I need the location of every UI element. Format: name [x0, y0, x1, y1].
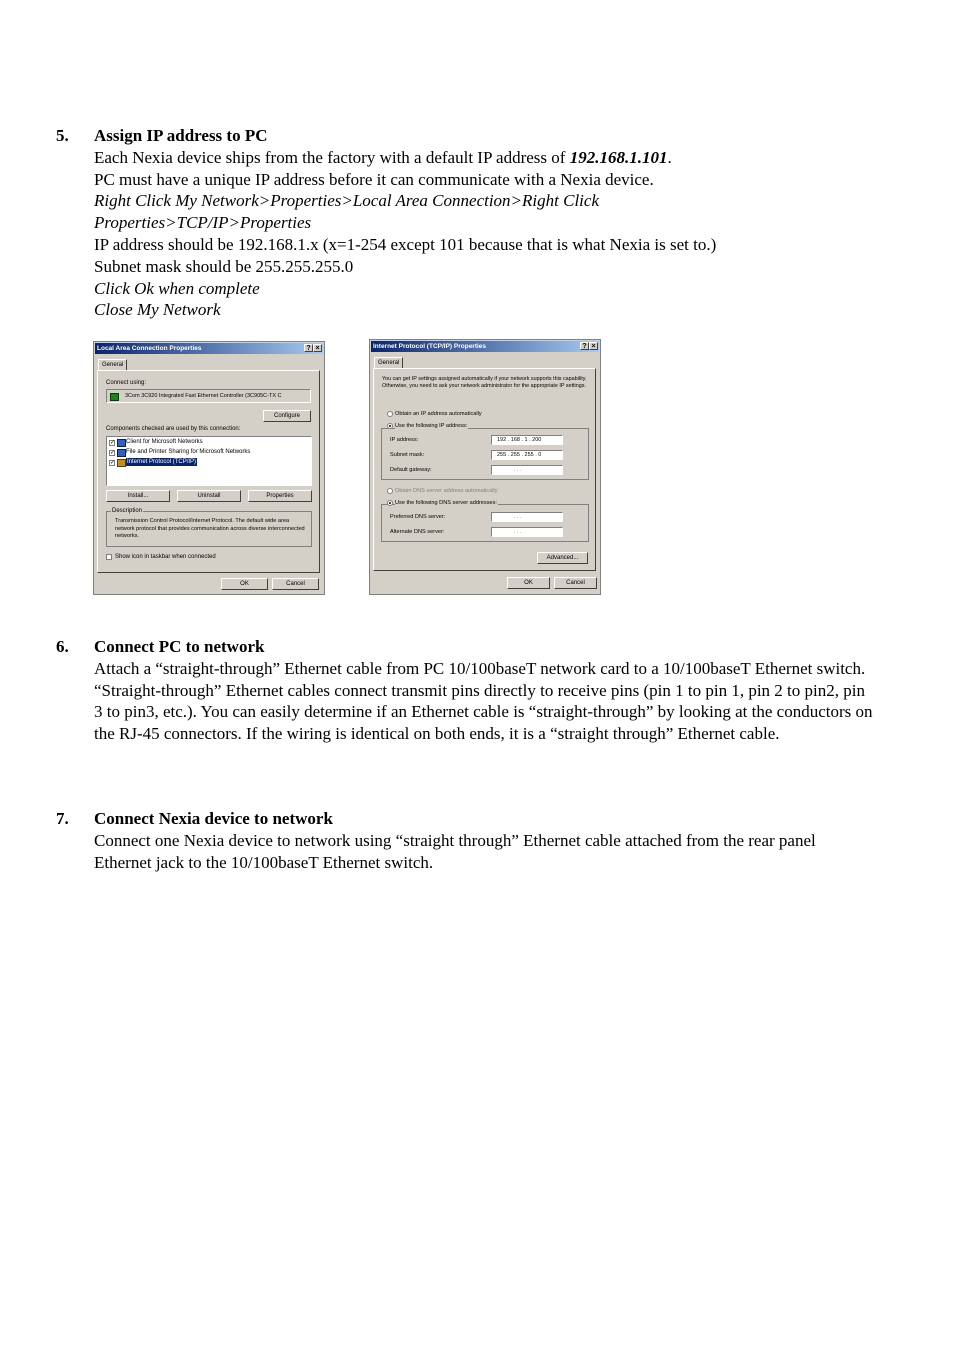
- step-number: 7.: [56, 809, 69, 828]
- obtain-ip-radio[interactable]: [387, 411, 393, 417]
- subnet-mask-field[interactable]: 255 . 255 . 255 . 0: [491, 450, 563, 460]
- preferred-dns-label: Preferred DNS server:: [390, 514, 446, 520]
- subnet-mask-label: Subnet mask:: [390, 452, 425, 458]
- alternate-dns-field[interactable]: . . .: [491, 527, 563, 537]
- step-instruction: Properties>TCP/IP>Properties: [94, 213, 312, 233]
- step-instruction: Right Click My Network>Properties>Local Area Connection>Right Click: [94, 191, 599, 211]
- step-body: [94, 636, 874, 745]
- step-text-line: IP address should be 192.168.1.x (x=1-254 except 101 because that is what Nexia is set to.): [94, 234, 717, 254]
- step-heading: Connect PC to network: [94, 637, 265, 656]
- step-paragraph: Attach a “straight-through” Ethernet cable from PC 10/100baseT network card to a 10/100baseT Ethernet switch. “Straight-through” Ethernet cables connect transmit pins directly to receive pins (pin 1 to pin 1, pin 2 to pin2, pin 3 to pin3, etc.). You can easily determine if an Ethernet cable is “straight-through” by looking at the conductors on the RJ-45 connectors. If the wiring is identical on both ends, it is a “straight through” Ethernet cable.: [94, 658, 873, 744]
- component-checkbox[interactable]: ✓: [110, 460, 116, 466]
- step-heading: Connect Nexia device to network: [94, 809, 333, 828]
- step-heading: Assign IP address to PC: [94, 126, 268, 145]
- default-ip: 192.168.1.101: [569, 147, 668, 167]
- gateway-label: Default gateway:: [390, 467, 432, 473]
- lan-properties-dialog: [93, 341, 325, 595]
- help-icon[interactable]: ?: [304, 344, 313, 352]
- preferred-dns-field[interactable]: . . .: [491, 512, 563, 522]
- gateway-field[interactable]: . . .: [491, 465, 563, 475]
- step-instruction: Close My Network: [94, 300, 221, 320]
- network-card-icon: [110, 393, 119, 401]
- step-number: 5.: [56, 126, 69, 145]
- step-text-line: Subnet mask should be 255.255.255.0: [94, 256, 354, 276]
- step-text-line: [94, 147, 884, 169]
- client-icon: [117, 439, 126, 447]
- components-label: Components checked are used by this connection:: [106, 426, 241, 432]
- dialog-title: Internet Protocol (TCP/IP) Properties: [373, 343, 487, 350]
- step-number: 6.: [56, 637, 69, 656]
- uninstall-button[interactable]: Uninstall: [177, 490, 241, 502]
- component-item-selected[interactable]: Internet Protocol (TCP/IP): [127, 459, 197, 465]
- step-instruction: Click Ok when complete: [94, 278, 260, 298]
- dialog-title: Local Area Connection Properties: [97, 345, 202, 352]
- description-group: [106, 508, 312, 547]
- step-body: [94, 125, 884, 321]
- properties-button[interactable]: Properties: [248, 490, 312, 502]
- cancel-button[interactable]: Cancel: [272, 578, 319, 590]
- close-icon[interactable]: ×: [313, 344, 322, 352]
- step-text-line: PC must have a unique IP address before it can communicate with a Nexia device.: [94, 169, 654, 189]
- text-fragment: .: [667, 147, 672, 167]
- connect-using-label: Connect using:: [106, 380, 147, 386]
- use-ip-radio[interactable]: [387, 423, 393, 429]
- component-checkbox[interactable]: ✓: [110, 450, 116, 456]
- use-dns-radio[interactable]: [387, 500, 393, 506]
- step-body: [94, 808, 854, 873]
- components-list[interactable]: [106, 436, 312, 486]
- cancel-button[interactable]: Cancel: [554, 577, 597, 589]
- obtain-dns-label: Obtain DNS server address automatically: [395, 488, 498, 494]
- adapter-name: 3Com 3C920 Integrated Fast Ethernet Controller (3C905C-TX C: [125, 393, 282, 399]
- use-ip-label: Use the following IP address:: [395, 423, 468, 429]
- ok-button[interactable]: OK: [507, 577, 550, 589]
- component-checkbox[interactable]: ✓: [110, 440, 116, 446]
- use-dns-label: Use the following DNS server addresses:: [395, 500, 497, 506]
- ip-address-field[interactable]: 192 . 168 . 1 . 200: [491, 435, 563, 445]
- component-item[interactable]: Client for Microsoft Networks: [126, 439, 203, 445]
- tcpip-properties-dialog: [369, 339, 601, 595]
- ok-button[interactable]: OK: [221, 578, 268, 590]
- show-icon-label: Show icon in taskbar when connected: [115, 554, 216, 560]
- obtain-dns-radio[interactable]: [387, 488, 393, 494]
- ip-address-label: IP address:: [390, 437, 419, 443]
- protocol-icon: [117, 459, 126, 467]
- text-fragment: Each Nexia device ships from the factory with a default IP address of: [94, 147, 570, 167]
- obtain-ip-label: Obtain an IP address automatically: [395, 411, 482, 417]
- intro-text: You can get IP settings assigned automatically if your network supports this capability. Otherwise, you need to ask your network administrator for the appropriate IP settings.: [382, 376, 587, 390]
- step-paragraph: Connect one Nexia device to network using “straight through” Ethernet cable attached from the rear panel Ethernet jack to the 10/100baseT Ethernet switch.: [94, 830, 816, 872]
- alternate-dns-label: Alternate DNS server:: [390, 529, 445, 535]
- dialog-titlebar: [95, 343, 323, 354]
- help-icon[interactable]: ?: [580, 342, 589, 350]
- configure-button[interactable]: Configure: [263, 410, 311, 422]
- description-label: Description: [112, 508, 143, 514]
- component-item[interactable]: File and Printer Sharing for Microsoft Networks: [126, 449, 251, 455]
- advanced-button[interactable]: Advanced...: [537, 552, 588, 564]
- close-icon[interactable]: ×: [589, 342, 598, 350]
- file-sharing-icon: [117, 449, 126, 457]
- show-icon-checkbox[interactable]: [106, 554, 112, 560]
- description-text: Transmission Control Protocol/Internet Protocol. The default wide area network protocol that provides communication across diverse interconnected networks.: [115, 518, 305, 539]
- dialog-titlebar: [371, 341, 599, 352]
- tab-general[interactable]: General: [374, 357, 403, 368]
- tab-general[interactable]: General: [98, 359, 127, 370]
- install-button[interactable]: Install...: [106, 490, 170, 502]
- adapter-field: [106, 389, 311, 403]
